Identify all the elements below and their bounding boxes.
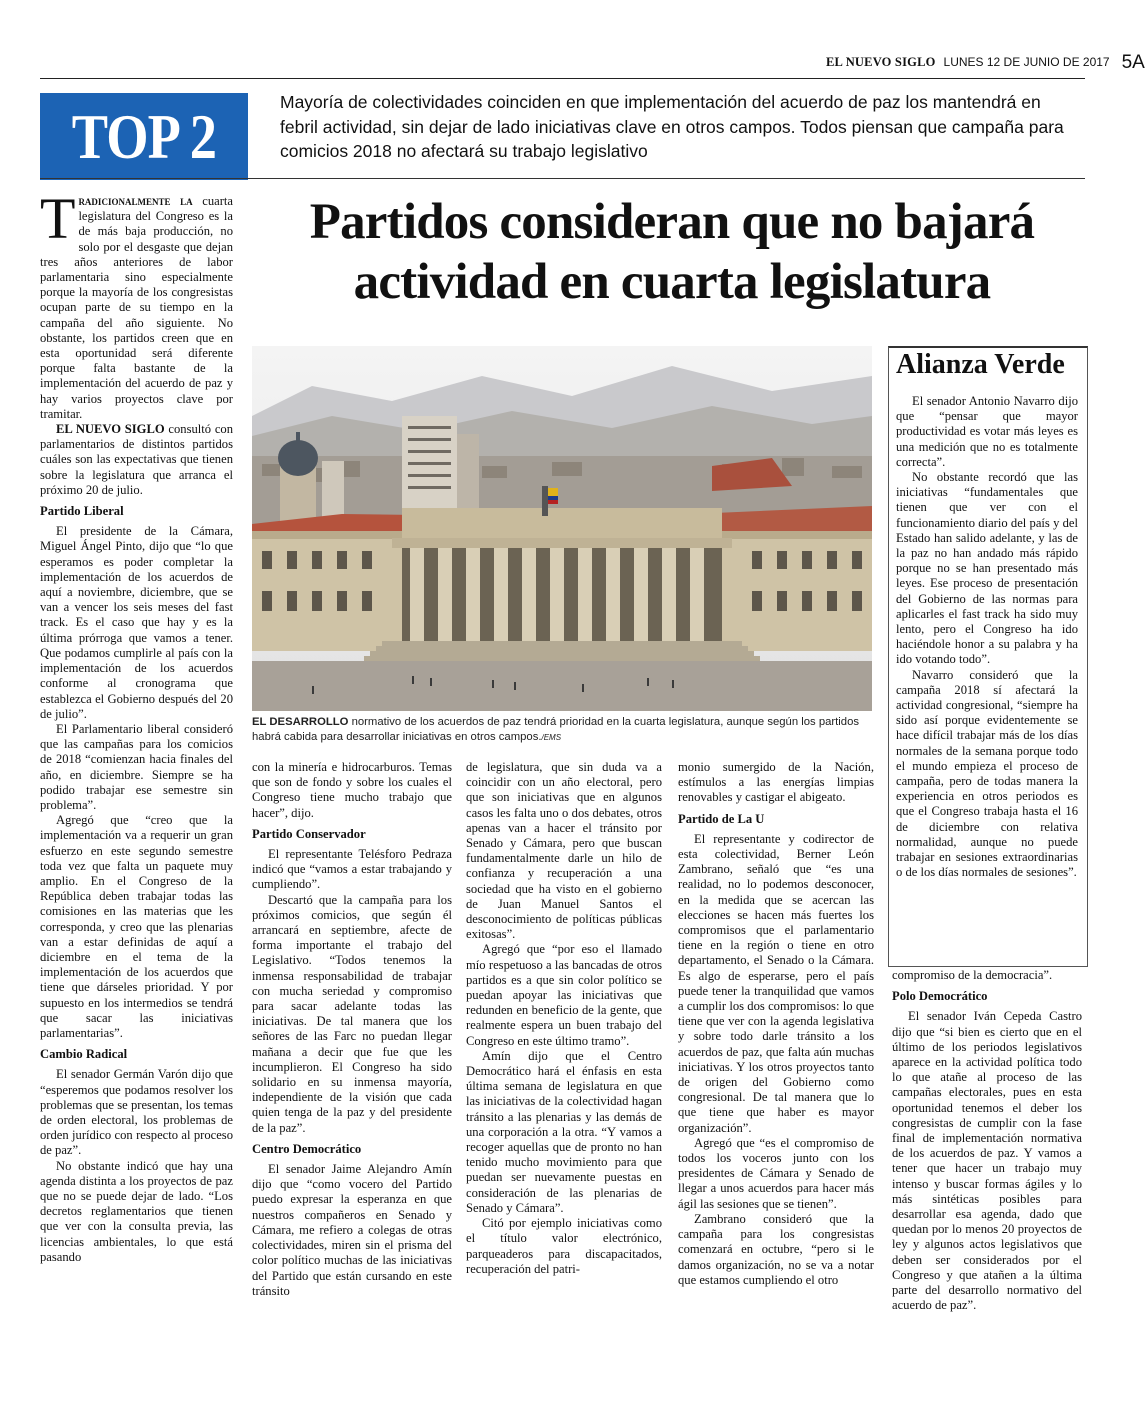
top-rule: [40, 78, 1085, 79]
newspaper-name-inline: EL NUEVO SIGLO: [56, 422, 165, 437]
photo-illustration: [252, 346, 872, 711]
paragraph: No obstante recordó que las iniciativas “fundamentales que tienen que ver con el funcionamiento diario del país y del Estado han salido adelante, y las de la paz no han andado más rápido porque no se han presentado más leyes. Ese proceso de presentación del Gobierno de las normas para aplicarles el fast track ha sido muy lento, pero el Congreso ha ido haciéndole honor a su palabra y ha ido votando todo”.: [896, 470, 1078, 667]
paragraph: Agregó que “por eso el llamado mío respetuoso a las bancadas de otros partidos es a que sin color político se puedan apoyar las iniciativas que redunden en beneficio de la gente, que realmente espera un buen trabajo del Congreso en este último tramo”.: [466, 942, 662, 1048]
paragraph: [40, 422, 233, 498]
paragraph: El senador Iván Cepeda Castro dijo que “si bien es cierto que en el último de los periodos legislativos aparece en la actividad política todo lo que atañe al proceso de las campañas electorales, pues en esta oportunidad tenemos el deber los congresistas de cumplir con la fase final de implementación normativa de los acuerdos de paz. Y vamos a tener que hacer un trabajo muy intenso y buscar formas ágiles y lo más sintéticas posibles para desarrollar esa agenda, dado que quedan por lo menos 20 proyectos de ley y algunos actos legislativos que deben ser considerados por el Congreso y que atañen a la última parte del desarrollo normativo del acuerdo de paz”.: [892, 1009, 1082, 1313]
caption-text: normativo de los acuerdos de paz tendrá prioridad en la cuarta legislatura, aunque según los partidos habrá cabida para desarrollar iniciativas en otros campos.: [252, 716, 860, 743]
paragraph: Zambrano consideró que la campaña para los congresistas comenzará en octubre, “pero si le damos organización, no se va a notar que estamos cumpliendo el otro: [678, 1211, 874, 1287]
paragraph: Agregó que “es el compromiso de todos los voceros junto con los presidentes de Cámara y Senado de llegar a unos acuerdos para hacer más ágil las sesiones que se tienen”.: [678, 1135, 874, 1211]
paragraph: Amín dijo que el Centro Democrático hará el énfasis en esta última semana de legislatura en que las iniciativas de la colectividad hagan tránsito a las plenarias y las demás de una corporación a la otra. “Y vamos a recoger aquellas que de pronto no han tenido mucho movimiento para que puedan ser nuevamente puestas en consideración de las plenarias de Senado y Cámara”.: [466, 1048, 662, 1215]
paragraph: El Parlamentario liberal consideró que las campañas para los comicios de 2018 “comienzan hacia finales del año, en diciembre. Siempre se ha podido trabajar ese semestre sin problema”.: [40, 721, 233, 812]
paragraph: Descartó que la campaña para los próximos comicios, que según él arrancará en septiembre, afecte de forma importante el trabajo del Legislativo. “Todos tenemos la inmensa responsabilidad de trabajar con mucha seriedad y compromiso para sacar adelante todas las iniciativas. De tal manera que los señores de las Farc no puedan llegar mañana a decir que fue que les incumplieron. El Congreso ha sido solidario en su inmensa mayoría, independiente de la visión que cada quien tenga de la paz y del presidente de la paz”.: [252, 892, 452, 1135]
subhead-liberal: Partido Liberal: [40, 504, 124, 519]
intro-smallcaps: radicionalmente la: [78, 194, 193, 208]
congress-building-photo: [252, 346, 872, 711]
paragraph: El senador Germán Varón dijo que “esperemos que podamos resolver los problemas que se presentan, los temas de orden electoral, los problemas de orden jurídico con respecto al proceso de paz”.: [40, 1067, 233, 1158]
paragraph: El presidente de la Cámara, Miguel Ángel Pinto, dijo que “lo que esperamos es poder completar la implementación de los acuerdos de aquí a noviembre, diciembre, que se van a vencer los seis meses del fast track. Es el caso que hay y es la última prórroga que vamos a tener. Que podamos cumplirle al país con la implementación de los acuerdos conforme al cronograma que establezca el Gobierno después del 20 de julio”.: [40, 524, 233, 721]
photo-credit: /EMS: [541, 732, 562, 742]
page-number: 5A: [1121, 52, 1145, 73]
paragraph: Agregó que “creo que la implementación va a requerir un gran esfuerzo en este segundo semestre toda vez que falta un paquete muy amplio. En el Congreso de la República deben trabajar todas las comisiones en las materias que les corresponda, y creo que las plenarias van a estar definidas de aquí a diciembre en el tema de la implementación de los acuerdos que tiene que dárseles prioridad. Y por supuesto en los intermedios se tendrá que sacar las iniciativas parlamentarias”.: [40, 813, 233, 1040]
paragraph: de legislatura, que sin duda va a coincidir con un año electoral, pero que son iniciativas que en algunos casos les falta uno o dos debates, otros apenas van a hacer el tránsito por Senado y Cámara, pero que buscan fundamentalmente darle un hilo de confianza y recuperación a una sociedad que ha visto en el gobierno de Juan Manuel Santos el desconocimiento de políticas públicas exitosas”.: [466, 760, 662, 942]
subhead-cambio-radical: Cambio Radical: [40, 1047, 128, 1062]
paragraph: No obstante indicó que hay una agenda distinta a los proyectos de paz que no se puede dejar de lado. “Los decretos reglamentarios que tienen que ver con la consulta previa, las licencias ambientales, lo que está pasando: [40, 1158, 233, 1264]
sidebar-title: Alianza Verde: [896, 349, 1065, 380]
header-rule: [40, 178, 1085, 179]
kicker: Mayoría de colectividades coinciden en que implementación del acuerdo de paz los mantendrá en febril actividad, sin dejar de lado iniciativas clave en otros campos. Todos piensan que campaña para comicios 2018 no afectará su trabajo legislativo: [280, 92, 1064, 161]
subhead-centro-democratico: Centro Democrático: [252, 1141, 362, 1156]
paragraph-text: consultó con parlamentarios de distintos partidos cuáles son las expectativas que tienen sobre la legislatura que arranca el próximo 20 de julio.: [40, 422, 234, 497]
paragraph: Citó por ejemplo iniciativas como el título valor electrónico, parqueaderos para discapacitados, recuperación del patri-: [466, 1216, 662, 1276]
intro-paragraph: [40, 186, 233, 422]
photo-caption: [252, 715, 874, 745]
section-tag-label: TOP 2: [71, 100, 217, 172]
publication-date: LUNES 12 DE JUNIO DE 2017: [943, 55, 1110, 69]
paragraph: con la minería e hidrocarburos. Temas que son de fondo y sobre los cuales el Congreso tiene mucho trabajo que hacer”, dijo.: [252, 760, 452, 820]
drop-cap: T: [40, 186, 76, 251]
paragraph: El senador Antonio Navarro dijo que “pensar que mayor productividad es votar más leyes es una medición que no es totalmente correcta”.: [896, 394, 1078, 469]
column-4: [678, 760, 874, 1288]
masthead: [826, 52, 1145, 76]
column-5: [892, 968, 1082, 1313]
section-tag: [40, 93, 248, 180]
publication-name: EL NUEVO SIGLO: [826, 55, 936, 69]
paragraph: El representante Telésforo Pedraza indicó que “vamos a estar trabajando y cumpliendo”.: [252, 847, 452, 892]
headline: Partidos consideran que no bajará actividad en cuarta legislatura: [309, 194, 1035, 310]
paragraph: compromiso de la democracia”.: [892, 968, 1053, 982]
subhead-polo-democratico: Polo Democrático: [892, 989, 988, 1004]
paragraph: Navarro consideró que la campaña 2018 sí afectará la actividad congresional, “siempre ha sido así porque evidentemente se hace difícil trabajar más de los días normales de la semana porque todo el mundo empieza el proceso de campaña, pero de todas manera la experiencia en otros periodos es que el Congreso trabaja hasta el 16 de diciembre con relativa normalidad, aunque no puede trabajar en sesiones extraordinarias o de los días normales de sesiones”.: [896, 667, 1078, 880]
paragraph: cuarta legislatura del Congreso es la de más baja producción, no solo por el desgaste que dejan tres años anteriores de labor parlamentaria sino especialmente porque la mayoría de los congresistas ocupan parte de su tiempo en la campaña del año siguiente. No obstante, los partidos creen que en esta oportunidad será diferente porque falta bastante de la implementación del acuerdo de paz y hay varios proyectos clave por tramitar.: [40, 194, 233, 421]
column-1: [40, 186, 234, 1265]
column-2: [252, 760, 452, 1299]
paragraph: monio sumergido de la Nación, estímulos a las energías limpias renovables y castigar el abigeato.: [678, 760, 874, 805]
sidebar-body: [896, 394, 1078, 881]
subhead-partido-de-la-u: Partido de La U: [678, 811, 765, 826]
paragraph: El representante y codirector de esta colectividad, Berner León Zambrano, señaló que “es una realidad, no lo podemos desconocer, en la medida que se acercan las elecciones se hacen más fuertes los compromisos que el parlamentario tiene en la región o tiene en otro departamento, el Senado o la Cámara. Es algo de esperarse, pero el país puede tener la tranquilidad que vamos a cumplir los dos compromisos: lo que tiene que ver con la agenda legislativa y sobre todo darle tránsito a los acuerdos de paz, que falta aún muchas iniciativas. Y los otros proyectos tanto de origen del Gobierno como congresional. De tal manera que lo que tiene que haber es mayor organización”.: [678, 831, 874, 1135]
subhead-conservador: Partido Conservador: [252, 826, 366, 841]
column-3: [466, 760, 662, 1277]
caption-lead: EL DESARROLLO: [252, 716, 349, 728]
paragraph: El senador Jaime Alejandro Amín dijo que “como vocero del Partido puedo expresar la esperanza en que nuestros compañeros en Senado y Cámara, me refiero a colegas de otras colectividades, miren sin el prisma del color político muchas de las iniciativas del Partido que están cursando en este tránsito: [252, 1162, 452, 1298]
